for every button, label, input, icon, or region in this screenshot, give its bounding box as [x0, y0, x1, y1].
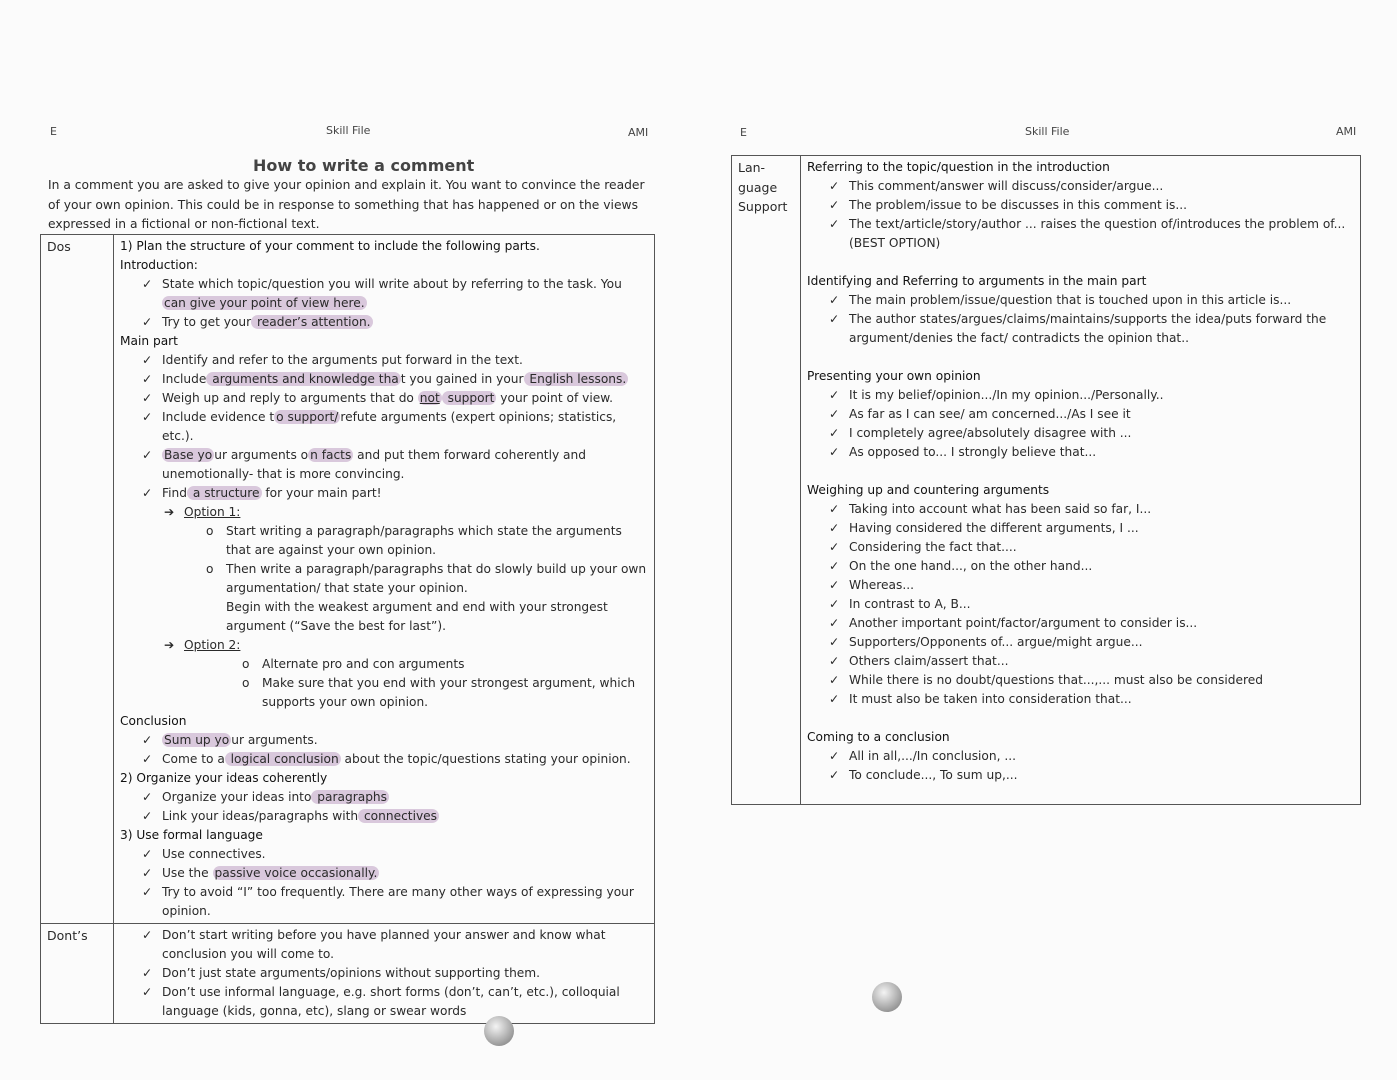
checkmark-icon: ✓	[829, 426, 840, 440]
text: It is my belief/opinion.../In my opinion.../Personally..	[849, 388, 1164, 402]
text: I completely agree/absolutely disagree with ...	[849, 426, 1132, 440]
list-item	[120, 484, 648, 503]
highlighted-text: a structure	[188, 486, 260, 500]
text: Try to get your	[162, 315, 252, 329]
text: Supporters/Opponents of... argue/might argue...	[849, 635, 1143, 649]
section-heading	[120, 237, 648, 256]
list-item	[120, 446, 648, 484]
highlighted-text: connectives	[360, 809, 438, 823]
checkmark-icon: ✓	[829, 673, 840, 687]
donts-label: Dont’s	[41, 924, 114, 1024]
list-item	[120, 560, 648, 598]
list-item	[120, 522, 648, 560]
header-center: Skill File	[1025, 125, 1070, 138]
text: Organize your ideas into	[162, 790, 312, 804]
text: Make sure that you end with your strongest argument, which supports your own opinion.	[262, 676, 636, 709]
header-left: E	[740, 126, 747, 139]
text: Don’t start writing before you have planned your answer and know what conclusion you will come to.	[162, 928, 606, 961]
text: Option 2:	[184, 638, 241, 652]
checkmark-icon: ✓	[829, 749, 840, 763]
list-item	[120, 983, 648, 1021]
header-right: AMI	[1336, 125, 1357, 138]
list-item	[807, 196, 1354, 215]
section-heading	[807, 158, 1354, 177]
checkmark-icon: ✓	[142, 372, 153, 386]
bullet-icon: o	[242, 657, 250, 671]
highlighted-text: logical conclusion	[226, 752, 339, 766]
list-item	[807, 766, 1354, 785]
text: ur arguments o	[214, 448, 309, 462]
text: All in all,.../In conclusion, ...	[849, 749, 1016, 763]
checkmark-icon: ✓	[142, 315, 153, 329]
text: Introduction:	[120, 258, 198, 272]
list-item	[807, 614, 1354, 633]
text: Considering the fact that....	[849, 540, 1017, 554]
list-item	[807, 538, 1354, 557]
text: Alternate pro and con arguments	[262, 657, 465, 671]
list-item	[807, 500, 1354, 519]
checkmark-icon: ✓	[829, 179, 840, 193]
text: Begin with the weakest argument and end with your strongest argument (“Save the best for last”).	[226, 600, 608, 633]
list-item	[120, 731, 648, 750]
list-item	[120, 883, 648, 921]
arrow-right-icon: ➔	[164, 505, 175, 519]
text: This comment/answer will discuss/consider/argue...	[849, 179, 1164, 193]
highlighted-text: passive voice occasionally.	[214, 866, 378, 880]
text: As far as I can see/ am concerned.../As I see it	[849, 407, 1131, 421]
dos-label: Dos	[41, 235, 114, 924]
highlighted-text: o support/	[276, 410, 339, 424]
checkmark-icon: ✓	[142, 391, 153, 405]
header-right: AMI	[628, 126, 649, 139]
checkmark-icon: ✓	[142, 885, 153, 899]
list-item	[120, 864, 648, 883]
checkmark-icon: ✓	[142, 353, 153, 367]
highlighted-text: Sum up yo	[164, 733, 230, 747]
text: Identify and refer to the arguments put forward in the text.	[162, 353, 523, 367]
text: about the topic/questions stating your opinion.	[340, 752, 631, 766]
list-item	[120, 389, 648, 408]
list-item	[120, 655, 648, 674]
checkmark-icon: ✓	[829, 388, 840, 402]
text: Presenting your own opinion	[807, 369, 981, 383]
text: Coming to a conclusion	[807, 730, 950, 744]
checkmark-icon: ✓	[142, 752, 153, 766]
arrow-right-icon: ➔	[164, 638, 175, 652]
text: The text/article/story/author ... raises the question of/introduces the problem of... (BEST OPTION)	[849, 217, 1346, 250]
text: t you gained in your	[400, 372, 524, 386]
dos-content	[114, 235, 655, 924]
text: Having considered the different arguments, I ...	[849, 521, 1139, 535]
text: It must also be taken into consideration that...	[849, 692, 1132, 706]
text: As opposed to... I strongly believe that...	[849, 445, 1097, 459]
checkmark-icon: ✓	[829, 502, 840, 516]
spacer	[807, 709, 1354, 728]
text: Then write a paragraph/paragraphs that do slowly build up your own argumentation/ that state your opinion.	[226, 562, 647, 595]
text: State which topic/question you will write about by referring to the task. You	[162, 277, 622, 291]
list-item	[120, 503, 648, 522]
text: for your main part!	[261, 486, 382, 500]
text: your point of view.	[496, 391, 613, 405]
checkmark-icon: ✓	[829, 293, 840, 307]
text: Others claim/assert that...	[849, 654, 1009, 668]
section-heading	[120, 826, 648, 845]
checkmark-icon: ✓	[829, 540, 840, 554]
list-item	[807, 424, 1354, 443]
text: refute arguments (expert opinions; statistics, etc.).	[162, 410, 617, 443]
text: The author states/argues/claims/maintains/supports the idea/puts forward the argument/denies the fact/ contradicts the opinion that..	[849, 312, 1327, 345]
bullet-icon: o	[206, 562, 214, 576]
checkmark-icon: ✓	[142, 448, 153, 462]
list-item	[807, 652, 1354, 671]
checkmark-icon: ✓	[829, 578, 840, 592]
highlighted-text: Base yo	[164, 448, 213, 462]
list-item	[807, 405, 1354, 424]
checkmark-icon: ✓	[829, 616, 840, 630]
text: Include	[162, 372, 207, 386]
highlighted-text: paragraphs	[313, 790, 388, 804]
donts-content	[114, 924, 655, 1024]
highlighted-text: n facts	[310, 448, 352, 462]
text: To conclude..., To sum up,...	[849, 768, 1018, 782]
list-item	[120, 788, 648, 807]
text: Referring to the topic/question in the introduction	[807, 160, 1110, 174]
text: Option 1:	[184, 505, 241, 519]
checkmark-icon: ✓	[142, 985, 153, 999]
text: Taking into account what has been said so far, I...	[849, 502, 1152, 516]
spacer	[807, 348, 1354, 367]
list-item	[807, 576, 1354, 595]
list-item	[807, 690, 1354, 709]
text: Weighing up and countering arguments	[807, 483, 1050, 497]
list-item	[120, 964, 648, 983]
section-heading	[120, 332, 648, 351]
text: The main problem/issue/question that is touched upon in this article is...	[849, 293, 1292, 307]
list-item	[807, 557, 1354, 576]
checkmark-icon: ✓	[142, 486, 153, 500]
list-item	[120, 598, 648, 636]
intro-paragraph: In a comment you are asked to give your opinion and explain it. You want to convince the reader of your own opinion. This could be in response to something that has happened or on the views expressed in a fictional or non-fictional text.	[48, 178, 645, 231]
list-item	[807, 386, 1354, 405]
list-item	[120, 674, 648, 712]
highlighted-text: arguments and knowledge tha	[208, 372, 399, 386]
checkmark-icon: ✓	[829, 559, 840, 573]
highlighted-text: support	[443, 391, 495, 405]
checkmark-icon: ✓	[829, 312, 840, 326]
checkmark-icon: ✓	[142, 847, 153, 861]
text: Main part	[120, 334, 178, 348]
dos-donts-table	[40, 234, 655, 1024]
checkmark-icon: ✓	[829, 597, 840, 611]
scan-artifact	[872, 982, 902, 1012]
checkmark-icon: ✓	[142, 866, 153, 880]
list-item	[120, 926, 648, 964]
text: Use connectives.	[162, 847, 266, 861]
bullet-icon: o	[206, 524, 214, 538]
text: 2) Organize your ideas coherently	[120, 771, 328, 785]
text: ur arguments.	[231, 733, 318, 747]
list-item	[807, 633, 1354, 652]
highlighted-text: reader’s attention.	[253, 315, 371, 329]
text: Include evidence t	[162, 410, 275, 424]
checkmark-icon: ✓	[829, 635, 840, 649]
list-item	[807, 747, 1354, 766]
highlighted-text: can give your point of view here.	[164, 296, 365, 310]
list-item	[120, 313, 648, 332]
text: Weigh up and reply to arguments that do	[162, 391, 418, 405]
text: Identifying and Referring to arguments in the main part	[807, 274, 1147, 288]
text: Find	[162, 486, 187, 500]
text: Try to avoid “I” too frequently. There are many other ways of expressing your opinion.	[162, 885, 634, 918]
list-item	[807, 671, 1354, 690]
bullet-icon: o	[242, 676, 250, 690]
checkmark-icon: ✓	[142, 733, 153, 747]
text: In contrast to A, B...	[849, 597, 971, 611]
checkmark-icon: ✓	[829, 198, 840, 212]
section-heading	[120, 769, 648, 788]
list-item	[807, 291, 1354, 310]
list-item	[120, 351, 648, 370]
text: Don’t use informal language, e.g. short forms (don’t, can’t, etc.), colloquial language (kids, gonna, etc), slang or swear words	[162, 985, 620, 1018]
checkmark-icon: ✓	[142, 790, 153, 804]
text: Whereas...	[849, 578, 914, 592]
text: Conclusion	[120, 714, 187, 728]
checkmark-icon: ✓	[829, 692, 840, 706]
text: On the one hand..., on the other hand...	[849, 559, 1093, 573]
text: Don’t just state arguments/opinions without supporting them.	[162, 966, 541, 980]
spacer	[807, 253, 1354, 272]
list-item	[807, 519, 1354, 538]
checkmark-icon: ✓	[142, 928, 153, 942]
section-heading	[807, 481, 1354, 500]
language-support-table	[731, 155, 1361, 805]
list-item	[807, 215, 1354, 253]
list-item	[120, 845, 648, 864]
page-title: How to write a comment	[253, 156, 475, 175]
checkmark-icon: ✓	[829, 654, 840, 668]
text: Another important point/factor/argument to consider is...	[849, 616, 1198, 630]
checkmark-icon: ✓	[829, 521, 840, 535]
text: Link your ideas/paragraphs with	[162, 809, 359, 823]
list-item	[807, 177, 1354, 196]
list-item	[807, 310, 1354, 348]
section-heading	[807, 367, 1354, 386]
checkmark-icon: ✓	[829, 445, 840, 459]
language-support-content	[801, 156, 1361, 805]
text: The problem/issue to be discusses in this comment is...	[849, 198, 1188, 212]
section-heading	[807, 272, 1354, 291]
section-heading	[807, 728, 1354, 747]
list-item	[807, 595, 1354, 614]
scan-artifact	[484, 1016, 514, 1046]
section-heading	[120, 256, 648, 275]
checkmark-icon: ✓	[829, 768, 840, 782]
list-item	[120, 408, 648, 446]
checkmark-icon: ✓	[142, 966, 153, 980]
text: While there is no doubt/questions that...,... must also be considered	[849, 673, 1263, 687]
text: Start writing a paragraph/paragraphs which state the arguments that are against your own opinion.	[226, 524, 622, 557]
list-item	[120, 750, 648, 769]
list-item	[120, 275, 648, 313]
checkmark-icon: ✓	[142, 410, 153, 424]
section-heading	[120, 712, 648, 731]
spacer	[807, 462, 1354, 481]
checkmark-icon: ✓	[142, 277, 153, 291]
checkmark-icon: ✓	[829, 407, 840, 421]
text: 1) Plan the structure of your comment to include the following parts.	[120, 239, 540, 253]
highlighted-text: not	[419, 391, 440, 405]
text: 3) Use formal language	[120, 828, 263, 842]
header-left: E	[50, 125, 57, 138]
highlighted-text: English lessons.	[525, 372, 627, 386]
checkmark-icon: ✓	[142, 809, 153, 823]
language-support-label: Lan- guage Support	[732, 156, 801, 805]
text: Use the	[162, 866, 213, 880]
list-item	[807, 443, 1354, 462]
text: and put them forward coherently and unemotionally- that is more convincing.	[162, 448, 586, 481]
checkmark-icon: ✓	[829, 217, 840, 231]
header-center: Skill File	[326, 124, 371, 137]
list-item	[120, 807, 648, 826]
list-item	[120, 636, 648, 655]
text: Come to a	[162, 752, 225, 766]
list-item	[120, 370, 648, 389]
